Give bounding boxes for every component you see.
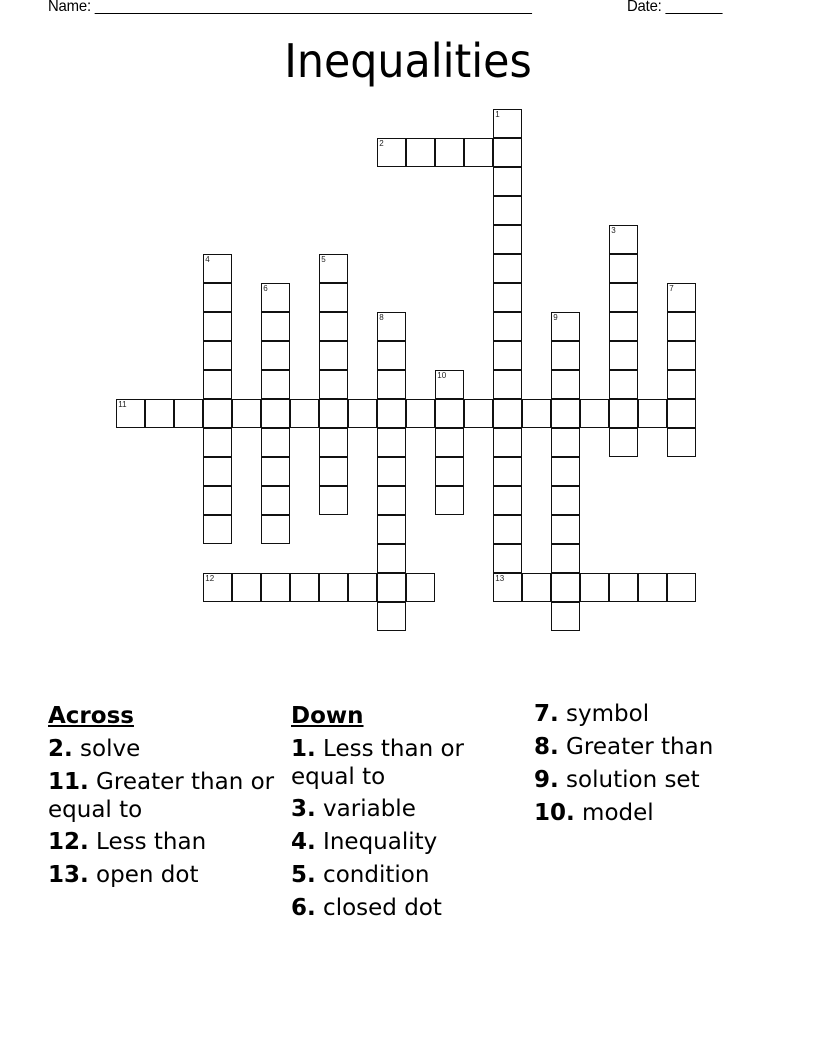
grid-cell[interactable] xyxy=(203,515,232,544)
clue-text: model xyxy=(574,800,654,826)
grid-cell[interactable] xyxy=(290,399,319,428)
clue-text: Greater than xyxy=(558,734,714,760)
grid-cell[interactable] xyxy=(319,283,348,312)
grid-cell[interactable] xyxy=(435,370,464,399)
grid-cell[interactable] xyxy=(116,399,145,428)
grid-cell[interactable] xyxy=(609,254,638,283)
grid-cell[interactable] xyxy=(203,370,232,399)
grid-cell[interactable] xyxy=(377,312,406,341)
grid-cell[interactable] xyxy=(319,370,348,399)
grid-cell[interactable] xyxy=(261,573,290,602)
grid-cell[interactable] xyxy=(667,573,696,602)
grid-cell[interactable] xyxy=(493,138,522,167)
grid-cell[interactable] xyxy=(232,573,261,602)
clue-down-1 xyxy=(291,735,523,791)
grid-cell[interactable] xyxy=(551,341,580,370)
grid-cell[interactable] xyxy=(377,486,406,515)
grid-cell[interactable] xyxy=(319,428,348,457)
cell-number: 8 xyxy=(379,313,384,323)
grid-cell[interactable] xyxy=(261,283,290,312)
grid-cell[interactable] xyxy=(493,544,522,573)
grid-cell[interactable] xyxy=(435,399,464,428)
grid-cell[interactable] xyxy=(609,283,638,312)
grid-cell[interactable] xyxy=(435,457,464,486)
clue-down-10 xyxy=(534,799,774,828)
clue-number: 10. xyxy=(534,800,575,826)
grid-cell[interactable] xyxy=(551,515,580,544)
grid-cell[interactable] xyxy=(551,428,580,457)
grid-cell[interactable] xyxy=(493,486,522,515)
grid-cell[interactable] xyxy=(464,399,493,428)
grid-cell[interactable] xyxy=(203,399,232,428)
grid-cell[interactable] xyxy=(638,573,667,602)
down-clues xyxy=(291,700,523,927)
grid-cell[interactable] xyxy=(493,196,522,225)
grid-cell[interactable] xyxy=(522,573,551,602)
clue-text: solve xyxy=(72,736,141,762)
grid-cell[interactable] xyxy=(580,573,609,602)
date-field-label: Date: _______ xyxy=(627,0,723,15)
grid-cell[interactable] xyxy=(667,370,696,399)
grid-cell[interactable] xyxy=(377,138,406,167)
grid-cell[interactable] xyxy=(551,544,580,573)
across-clues xyxy=(48,700,280,894)
cell-number: 1 xyxy=(495,110,500,120)
grid-cell[interactable] xyxy=(667,312,696,341)
cell-number: 2 xyxy=(379,139,384,149)
clue-number: 8. xyxy=(534,734,559,760)
clue-number: 4. xyxy=(291,829,316,855)
grid-cell[interactable] xyxy=(261,399,290,428)
clue-down-3 xyxy=(291,795,523,824)
cell-number: 5 xyxy=(321,255,326,265)
clue-text: Less than xyxy=(88,829,207,855)
grid-cell[interactable] xyxy=(493,428,522,457)
grid-cell[interactable] xyxy=(667,399,696,428)
grid-cell[interactable] xyxy=(203,312,232,341)
grid-cell[interactable] xyxy=(261,312,290,341)
grid-cell[interactable] xyxy=(261,515,290,544)
grid-cell[interactable] xyxy=(493,457,522,486)
grid-cell[interactable] xyxy=(609,341,638,370)
clue-text: condition xyxy=(315,862,430,888)
grid-cell[interactable] xyxy=(551,602,580,631)
grid-cell[interactable] xyxy=(290,573,319,602)
clue-number: 1. xyxy=(291,736,316,762)
clue-text: solution set xyxy=(558,767,700,793)
grid-cell[interactable] xyxy=(493,573,522,602)
down-heading: Down xyxy=(291,703,364,729)
grid-cell[interactable] xyxy=(319,312,348,341)
grid-cell[interactable] xyxy=(348,573,377,602)
grid-cell[interactable] xyxy=(145,399,174,428)
grid-cell[interactable] xyxy=(203,573,232,602)
cell-number: 7 xyxy=(669,284,674,294)
grid-cell[interactable] xyxy=(551,486,580,515)
grid-cell[interactable] xyxy=(667,341,696,370)
grid-cell[interactable] xyxy=(435,428,464,457)
grid-cell[interactable] xyxy=(261,428,290,457)
cell-number: 10 xyxy=(437,371,447,381)
grid-cell[interactable] xyxy=(203,457,232,486)
grid-cell[interactable] xyxy=(319,254,348,283)
grid-cell[interactable] xyxy=(493,399,522,428)
grid-cell[interactable] xyxy=(493,225,522,254)
clue-text: variable xyxy=(315,796,416,822)
grid-cell[interactable] xyxy=(203,486,232,515)
grid-cell[interactable] xyxy=(348,399,377,428)
grid-cell[interactable] xyxy=(377,399,406,428)
grid-cell[interactable] xyxy=(261,457,290,486)
cell-number: 9 xyxy=(553,313,558,323)
grid-cell[interactable] xyxy=(493,254,522,283)
down-clues-continued xyxy=(534,700,774,832)
clue-number: 3. xyxy=(291,796,316,822)
grid-cell[interactable] xyxy=(319,486,348,515)
grid-cell[interactable] xyxy=(203,428,232,457)
grid-cell[interactable] xyxy=(609,370,638,399)
clue-down-8 xyxy=(534,733,774,762)
grid-cell[interactable] xyxy=(377,457,406,486)
grid-cell[interactable] xyxy=(406,573,435,602)
clue-number: 6. xyxy=(291,895,316,921)
grid-cell[interactable] xyxy=(551,312,580,341)
grid-cell[interactable] xyxy=(493,341,522,370)
clue-number: 5. xyxy=(291,862,316,888)
grid-cell[interactable] xyxy=(261,486,290,515)
grid-cell[interactable] xyxy=(493,109,522,138)
clue-number: 7. xyxy=(534,701,559,727)
grid-cell[interactable] xyxy=(406,399,435,428)
grid-cell[interactable] xyxy=(377,573,406,602)
grid-cell[interactable] xyxy=(609,225,638,254)
grid-cell[interactable] xyxy=(203,341,232,370)
grid-cell[interactable] xyxy=(667,283,696,312)
clue-number: 2. xyxy=(48,736,73,762)
grid-cell[interactable] xyxy=(493,312,522,341)
grid-cell[interactable] xyxy=(261,341,290,370)
clue-across-12 xyxy=(48,828,280,857)
grid-cell[interactable] xyxy=(319,341,348,370)
across-heading: Across xyxy=(48,703,134,729)
grid-cell[interactable] xyxy=(551,573,580,602)
grid-cell[interactable] xyxy=(319,399,348,428)
grid-cell[interactable] xyxy=(261,370,290,399)
clue-across-11 xyxy=(48,768,280,824)
grid-cell[interactable] xyxy=(551,457,580,486)
clue-text: Greater than or equal to xyxy=(48,769,275,823)
grid-cell[interactable] xyxy=(406,138,435,167)
grid-cell[interactable] xyxy=(493,283,522,312)
grid-cell[interactable] xyxy=(319,573,348,602)
clue-number: 12. xyxy=(48,829,89,855)
grid-cell[interactable] xyxy=(377,428,406,457)
clue-down-7 xyxy=(534,700,774,729)
grid-cell[interactable] xyxy=(203,283,232,312)
clue-number: 13. xyxy=(48,862,89,888)
clue-text: open dot xyxy=(88,862,199,888)
clue-number: 11. xyxy=(48,769,89,795)
grid-cell[interactable] xyxy=(174,399,203,428)
grid-cell[interactable] xyxy=(551,399,580,428)
grid-cell[interactable] xyxy=(609,399,638,428)
cell-number: 6 xyxy=(263,284,268,294)
clue-across-2 xyxy=(48,735,280,764)
grid-cell[interactable] xyxy=(203,254,232,283)
clue-text: Inequality xyxy=(315,829,438,855)
grid-cell[interactable] xyxy=(377,370,406,399)
clue-number: 9. xyxy=(534,767,559,793)
grid-cell[interactable] xyxy=(377,602,406,631)
grid-cell[interactable] xyxy=(319,457,348,486)
grid-cell[interactable] xyxy=(493,370,522,399)
grid-cell[interactable] xyxy=(377,544,406,573)
grid-cell[interactable] xyxy=(377,341,406,370)
grid-cell[interactable] xyxy=(609,312,638,341)
grid-cell[interactable] xyxy=(435,486,464,515)
grid-cell[interactable] xyxy=(232,399,261,428)
cell-number: 11 xyxy=(118,400,127,410)
grid-cell[interactable] xyxy=(638,399,667,428)
grid-cell[interactable] xyxy=(580,399,609,428)
grid-cell[interactable] xyxy=(435,138,464,167)
clue-across-13 xyxy=(48,861,280,890)
cell-number: 13 xyxy=(495,574,505,584)
name-field-label: Name: ______________________________________________________ xyxy=(48,0,532,15)
clue-text: closed dot xyxy=(315,895,442,921)
grid-cell[interactable] xyxy=(464,138,493,167)
grid-cell[interactable] xyxy=(667,428,696,457)
page-title: Inequalities xyxy=(284,34,532,88)
cell-number: 12 xyxy=(205,574,215,584)
grid-cell[interactable] xyxy=(493,515,522,544)
clue-down-5 xyxy=(291,861,523,890)
grid-cell[interactable] xyxy=(551,370,580,399)
grid-cell[interactable] xyxy=(493,167,522,196)
grid-cell[interactable] xyxy=(377,515,406,544)
clue-text: symbol xyxy=(558,701,650,727)
clue-text: Less than or equal to xyxy=(291,736,465,790)
cell-number: 4 xyxy=(205,255,210,265)
cell-number: 3 xyxy=(611,226,616,236)
clue-down-6 xyxy=(291,894,523,923)
grid-cell[interactable] xyxy=(609,428,638,457)
grid-cell[interactable] xyxy=(522,399,551,428)
clue-down-9 xyxy=(534,766,774,795)
clue-down-4 xyxy=(291,828,523,857)
grid-cell[interactable] xyxy=(609,573,638,602)
